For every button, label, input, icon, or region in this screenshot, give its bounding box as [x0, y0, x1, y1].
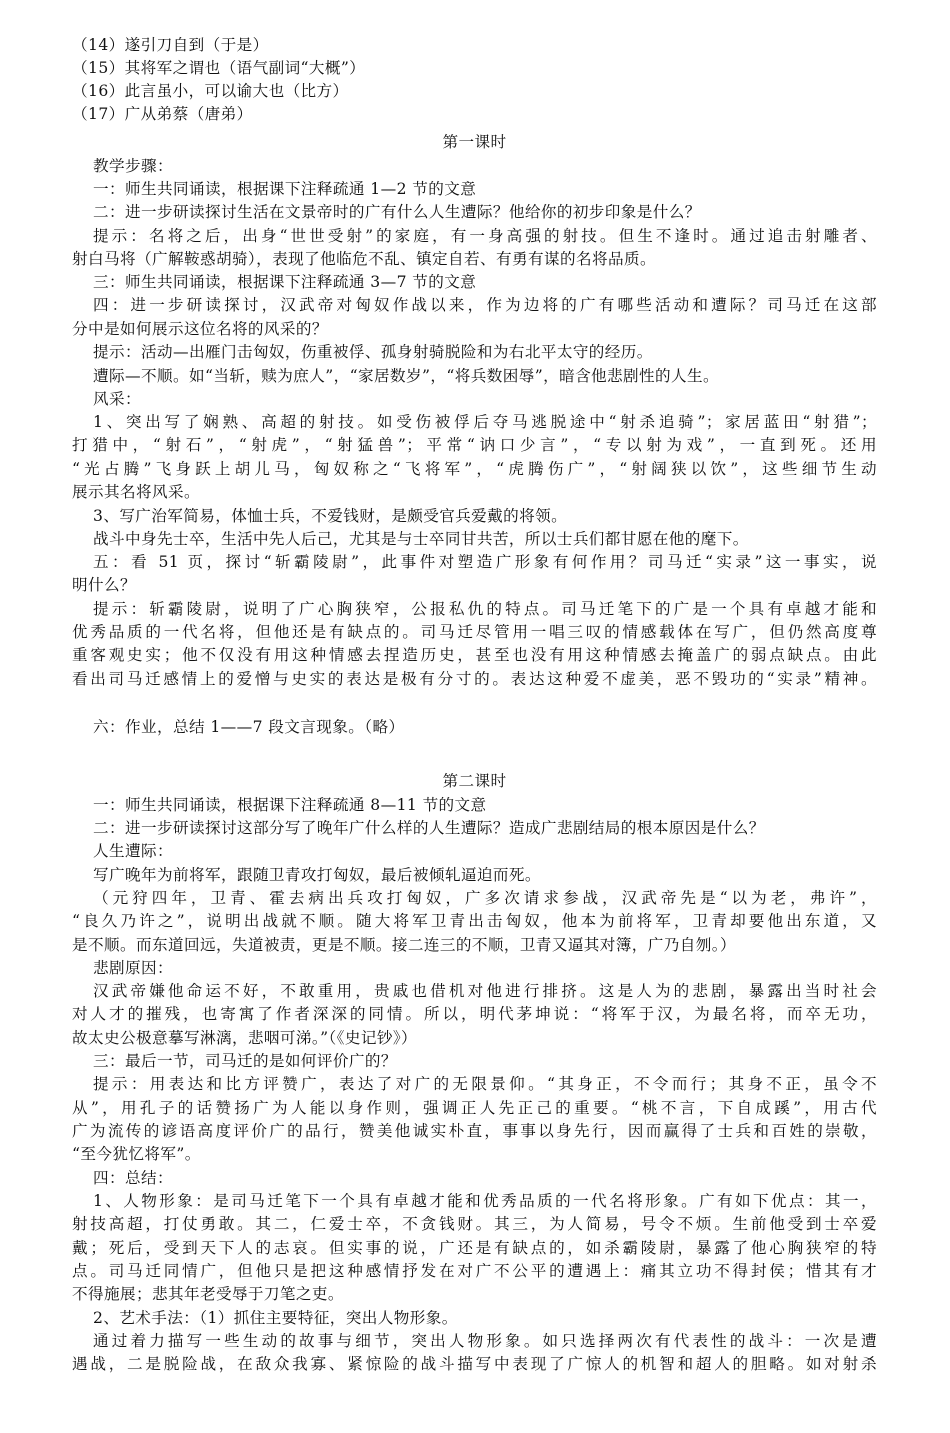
paragraph-line: 遇战，二是脱险战，在敌众我寡、紧惊险的战斗描写中表现了广惊人的机智和超人的胆略。如对射杀 — [72, 1355, 877, 1373]
paragraph-line: 戴；死后，受到天下人的志哀。但实事的说，广还是有缺点的，如杀霸陵尉，暴露了他心胸狭窄的特 — [72, 1239, 877, 1257]
paragraph-line: “至今犹忆将军”。 — [72, 1145, 201, 1163]
note-line: （16）此言虽小，可以谕大也（比方） — [72, 82, 349, 100]
paragraph-line: 对人才的摧残，也寄寓了作者深深的同情。所以，明代茅坤说：“将军于汉，为最名将，而卒无功， — [72, 1005, 877, 1023]
paragraph-line: 提示：名将之后，出身“世世受射”的家庭，有一身高强的射技。但生不逢时。通过追击射雕者、 — [93, 227, 877, 245]
paragraph-line: “良久乃许之”，说明出战就不顺。随大将军卫青出击匈奴，他本为前将军，卫青却要他出东道，又 — [72, 912, 877, 930]
note-line: （15）其将军之谓也（语气副词“大概”） — [72, 59, 366, 77]
paragraph-line: 二：进一步研读探讨这部分写了晚年广什么样的人生遭际？造成广悲剧结局的根本原因是什么？ — [93, 819, 765, 837]
paragraph-line: 提示：斩霸陵尉，说明了广心胸狭窄，公报私仇的特点。司马迁笔下的广是一个具有卓越才能和 — [93, 600, 877, 618]
paragraph-line: 五：看 51 页，探讨“斩霸陵尉”，此事件对塑造广形象有何作用？司马迁“实录”这一事实，说 — [93, 553, 877, 571]
paragraph-line: 射白马将（广解鞍惑胡骑），表现了他临危不乱、镇定自若、有勇有谋的名将品质。 — [72, 250, 656, 268]
paragraph-line: 战斗中身先士卒，生活中先人后己，尤其是与士卒同甘共苦，所以士兵们都甘愿在他的麾下。 — [93, 530, 749, 548]
paragraph-line: 一：师生共同诵读，根据课下注释疏通 1—2 节的文意 — [93, 180, 477, 198]
paragraph-line: 明什么？ — [72, 576, 136, 594]
paragraph-line: 一：师生共同诵读，根据课下注释疏通 8—11 节的文意 — [93, 796, 487, 814]
paragraph-line: 悲剧原因： — [93, 959, 173, 977]
paragraph-line: 射技高超，打仗勇敢。其二，仁爱士卒，不贪钱财。其三，为人简易，号令不烦。生前他受到士卒爱 — [72, 1215, 877, 1233]
paragraph-line: 分中是如何展示这位名将的风采的？ — [72, 320, 328, 338]
lesson1-title: 第一课时 — [442, 133, 507, 151]
paragraph-line: 重客观史实；他不仅没有用这种情感去捏造历史，甚至也没有用这种情感去掩盖广的弱点缺点。由此 — [72, 646, 877, 664]
paragraph-line: 写广晚年为前将军，跟随卫青攻打匈奴，最后被倾轧逼迫而死。 — [93, 866, 541, 884]
paragraph-line: 三：师生共同诵读，根据课下注释疏通 3—7 节的文意 — [93, 273, 477, 291]
paragraph-line: 展示其名将风采。 — [72, 483, 200, 501]
paragraph-line: 四：进一步研读探讨，汉武帝对匈奴作战以来，作为边将的广有哪些活动和遭际？司马迁在这部 — [93, 296, 877, 314]
paragraph-line: 汉武帝嫌他命运不好，不敢重用，贵戚也借机对他进行排挤。这是人为的悲剧，暴露出当时社会 — [93, 982, 877, 1000]
paragraph-line: 风采： — [93, 390, 141, 408]
paragraph-line: 提示：用表达和比方评赞广，表达了对广的无限景仰。“其身正，不令而行；其身不正，虽令不 — [93, 1075, 877, 1093]
paragraph-line: 提示：活动—出雁门击匈奴，伤重被俘、孤身射骑脱险和为右北平太守的经历。 — [93, 343, 653, 361]
paragraph-line: 遭际—不顺。如“当斩，赎为庶人”，“家居数岁”，“将兵数困辱”，暗含他悲剧性的人生。 — [93, 367, 720, 385]
paragraph-line: 二：进一步研读探讨生活在文景帝时的广有什么人生遭际？他给你的初步印象是什么？ — [93, 203, 701, 221]
paragraph-line: 六：作业，总结 1——7 段文言现象。（略） — [93, 718, 405, 736]
paragraph-line: 不得施展；悲其年老受辱于刀笔之吏。 — [72, 1285, 344, 1303]
paragraph-line: “光占腾”飞身跃上胡儿马，匈奴称之“飞将军”，“虎腾伤广”，“射阔狭以饮”，这些细节生动 — [72, 460, 877, 478]
paragraph-line: 看出司马迁感情上的爱憎与史实的表达是极有分寸的。表达这种爱不虚美，恶不毁功的“实录”精神。 — [72, 670, 877, 688]
paragraph-line: 人生遭际： — [93, 842, 173, 860]
paragraph-line: 从”，用孔子的话赞扬广为人能以身作则，强调正人先正己的重要。“桃不言，下自成蹊”，用古代 — [72, 1099, 877, 1117]
paragraph-line: 故太史公极意摹写淋漓，悲咽可涕。”（《史记钞》） — [72, 1029, 418, 1047]
paragraph-line: 教学步骤： — [93, 157, 173, 175]
paragraph-line: 广为流传的谚语高度评价广的品行，赞美他诚实朴直，事事以身先行，因而赢得了士兵和百姓的崇敬， — [72, 1122, 877, 1140]
paragraph-line: 1、突出写了娴熟、高超的射技。如受伤被俘后夺马逃脱途中“射杀追骑”；家居蓝田“射猎”； — [93, 413, 877, 431]
paragraph-line: 3、写广治军简易，体恤士兵，不爱钱财，是颇受官兵爱戴的将领。 — [93, 507, 568, 525]
paragraph-line: （元狩四年，卫青、霍去病出兵攻打匈奴，广多次请求参战，汉武帝先是“以为老，弗许”， — [93, 889, 877, 907]
paragraph-line: 是不顺。而东道回远，失道被责，更是不顺。接二连三的不顺，卫青又逼其对簿，广乃自刎。） — [72, 936, 736, 954]
paragraph-line: 打猎中，“射石”，“射虎”，“射猛兽”；平常“讷口少言”，“专以射为戏”，一直到死。还用 — [72, 436, 877, 454]
note-line: （17）广从弟蔡（唐弟） — [72, 105, 253, 123]
paragraph-line: 四：总结： — [93, 1169, 173, 1187]
paragraph-line: 1、人物形象：是司马迁笔下一个具有卓越才能和优秀品质的一代名将形象。广有如下优点：其一， — [93, 1192, 877, 1210]
note-line: （14）遂引刀自到（于是） — [72, 36, 269, 54]
paragraph-line: 三：最后一节，司马迁的是如何评价广的？ — [93, 1052, 397, 1070]
paragraph-line: 通过着力描写一些生动的故事与细节，突出人物形象。如只选择两次有代表性的战斗：一次是遭 — [93, 1332, 877, 1350]
lesson2-title: 第二课时 — [442, 772, 507, 790]
paragraph-line: 优秀品质的一代名将，但他还是有缺点的。司马迁尽管用一唱三叹的情感载体在写广，但仍然高度尊 — [72, 623, 877, 641]
paragraph-line: 2、艺术手法：（1）抓住主要特征，突出人物形象。 — [93, 1309, 458, 1327]
paragraph-line: 点。司马迁同情广，但他只是把这种感情抒发在对广不公平的遭遇上：痛其立功不得封侯；惜其有才 — [72, 1262, 877, 1280]
